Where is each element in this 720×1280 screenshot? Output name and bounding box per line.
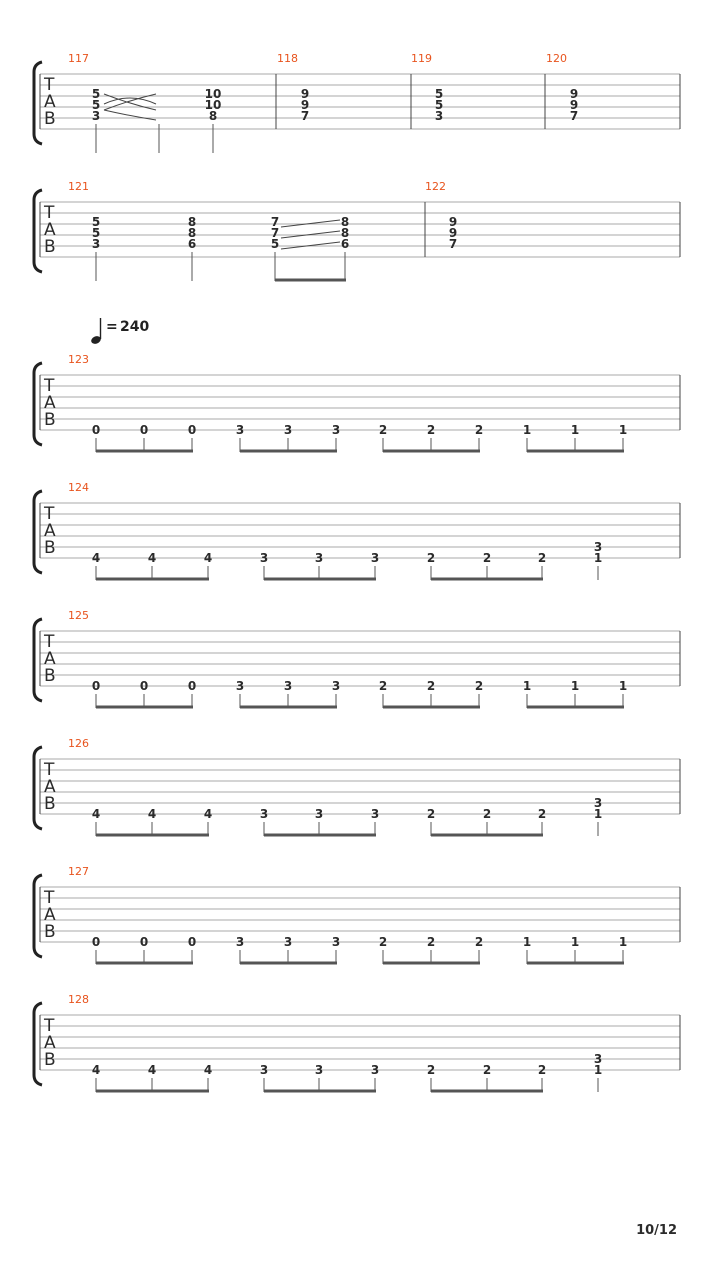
tab-note: 9 <box>569 87 579 101</box>
tab-note: 3 <box>314 807 324 821</box>
measure-number: 126 <box>68 737 89 750</box>
tab-note: 0 <box>139 679 149 693</box>
tab-note: 2 <box>474 679 484 693</box>
tab-note: 9 <box>569 98 579 112</box>
tab-note: 3 <box>370 551 380 565</box>
tab-note: 9 <box>300 98 310 112</box>
tab-note: 2 <box>537 807 547 821</box>
tab-note: 1 <box>522 935 532 949</box>
tab-note: 8 <box>208 109 218 123</box>
tab-letter-a: A <box>44 92 56 112</box>
tab-letter-a: A <box>44 393 56 413</box>
tab-note: 5 <box>91 98 101 112</box>
tab-note: 3 <box>314 551 324 565</box>
tab-note: 1 <box>522 423 532 437</box>
tab-note: 3 <box>370 1063 380 1077</box>
tab-note: 5 <box>91 215 101 229</box>
tab-note: 4 <box>91 807 101 821</box>
measure-number: 118 <box>277 52 298 65</box>
tab-note: 5 <box>434 98 444 112</box>
tab-note: 3 <box>283 423 293 437</box>
tab-note: 3 <box>314 1063 324 1077</box>
tab-note: 1 <box>618 935 628 949</box>
tab-letter-a: A <box>44 1033 56 1053</box>
tempo-value: 240 <box>120 319 150 335</box>
tab-note: 8 <box>340 226 350 240</box>
tab-letter-b: B <box>44 109 56 129</box>
tab-note: 3 <box>283 935 293 949</box>
tab-note: 7 <box>569 109 579 123</box>
tab-note: 7 <box>270 215 280 229</box>
tab-letter-t: T <box>44 1016 55 1036</box>
tab-note: 3 <box>370 807 380 821</box>
measure-number: 122 <box>425 180 446 193</box>
tab-note: 2 <box>482 807 492 821</box>
tab-system-6 <box>34 737 680 836</box>
tab-system-7 <box>34 865 680 964</box>
page-number: 10/12 <box>636 1223 677 1238</box>
tab-note: 2 <box>482 551 492 565</box>
tab-note: 9 <box>448 226 458 240</box>
tab-note: 2 <box>378 679 388 693</box>
tab-note: 7 <box>270 226 280 240</box>
staff-lines <box>40 74 680 129</box>
tab-system-5 <box>34 609 680 708</box>
tab-note: 1 <box>618 679 628 693</box>
tab-note: 1 <box>522 679 532 693</box>
measure-number: 127 <box>68 865 89 878</box>
tab-note: 0 <box>187 935 197 949</box>
tempo-equals: = <box>106 319 118 335</box>
tab-note: 3 <box>593 540 603 554</box>
tab-note: 10 <box>204 98 222 112</box>
tab-note: 1 <box>618 423 628 437</box>
tab-note: 9 <box>300 87 310 101</box>
tab-note: 3 <box>331 679 341 693</box>
measure-number: 128 <box>68 993 89 1006</box>
measure-number: 120 <box>546 52 567 65</box>
measure-number: 125 <box>68 609 89 622</box>
tab-note: 3 <box>434 109 444 123</box>
tab-note: 2 <box>426 1063 436 1077</box>
tab-note: 2 <box>378 423 388 437</box>
tab-note: 4 <box>147 551 157 565</box>
tab-system-8 <box>34 993 680 1092</box>
staff-lines <box>40 1015 680 1070</box>
tab-note: 2 <box>426 551 436 565</box>
tab-note: 6 <box>340 237 350 251</box>
tab-note: 3 <box>259 1063 269 1077</box>
staff-lines <box>40 631 680 686</box>
tab-system-4 <box>34 481 680 580</box>
tab-note: 3 <box>91 109 101 123</box>
tab-letter-a: A <box>44 649 56 669</box>
tab-system-1 <box>34 52 680 153</box>
tab-note: 1 <box>570 423 580 437</box>
tab-note: 4 <box>203 551 213 565</box>
tab-letter-b: B <box>44 666 56 686</box>
tab-letter-t: T <box>44 888 55 908</box>
tab-note: 0 <box>91 423 101 437</box>
tab-note: 1 <box>570 679 580 693</box>
staff-lines <box>40 759 680 814</box>
tab-note: 3 <box>331 935 341 949</box>
tab-letter-b: B <box>44 922 56 942</box>
staff-lines <box>40 887 680 942</box>
tab-letter-b: B <box>44 1050 56 1070</box>
staff-lines <box>40 202 680 257</box>
tempo-marking <box>90 318 149 345</box>
staff-lines <box>40 375 680 430</box>
tab-note: 3 <box>235 423 245 437</box>
tab-letter-t: T <box>44 504 55 524</box>
tab-letter-a: A <box>44 521 56 541</box>
tab-note: 8 <box>340 215 350 229</box>
tab-note: 7 <box>448 237 458 251</box>
tab-note: 1 <box>593 807 603 821</box>
tab-note: 2 <box>426 679 436 693</box>
measure-number: 117 <box>68 52 89 65</box>
measure-number: 119 <box>411 52 432 65</box>
tab-letter-a: A <box>44 777 56 797</box>
tab-letter-b: B <box>44 237 56 257</box>
tab-note: 0 <box>139 935 149 949</box>
tab-note: 1 <box>593 1063 603 1077</box>
tab-note: 9 <box>448 215 458 229</box>
tab-note: 7 <box>300 109 310 123</box>
tab-note: 2 <box>426 423 436 437</box>
tab-note: 2 <box>378 935 388 949</box>
tab-note: 4 <box>203 807 213 821</box>
tab-letter-b: B <box>44 410 56 430</box>
tab-note: 2 <box>474 423 484 437</box>
measure-number: 123 <box>68 353 89 366</box>
tab-note: 1 <box>593 551 603 565</box>
tab-note: 3 <box>331 423 341 437</box>
tab-note: 4 <box>147 807 157 821</box>
tab-letter-t: T <box>44 760 55 780</box>
tab-note: 2 <box>537 551 547 565</box>
tab-note: 2 <box>426 935 436 949</box>
tab-note: 5 <box>91 226 101 240</box>
tab-letter-t: T <box>44 203 55 223</box>
tab-note: 5 <box>91 87 101 101</box>
riff-systems <box>34 353 680 1092</box>
quarter-note-icon <box>90 318 102 345</box>
tab-letter-t: T <box>44 75 55 95</box>
tab-note: 3 <box>593 796 603 810</box>
tab-note: 1 <box>570 935 580 949</box>
tab-note: 4 <box>147 1063 157 1077</box>
tab-system-2 <box>34 180 680 281</box>
tab-note: 4 <box>91 1063 101 1077</box>
tab-note: 5 <box>270 237 280 251</box>
tab-note: 3 <box>259 551 269 565</box>
staff-lines <box>40 503 680 558</box>
tab-note: 2 <box>474 935 484 949</box>
tab-letter-t: T <box>44 376 55 396</box>
tab-note: 0 <box>187 679 197 693</box>
tab-note: 0 <box>91 679 101 693</box>
measure-number: 121 <box>68 180 89 193</box>
tab-note: 3 <box>593 1052 603 1066</box>
tab-note: 3 <box>235 935 245 949</box>
tab-note: 4 <box>91 551 101 565</box>
tab-letter-a: A <box>44 220 56 240</box>
tab-note: 3 <box>235 679 245 693</box>
tab-note: 8 <box>187 215 197 229</box>
tab-note: 5 <box>434 87 444 101</box>
tab-note: 10 <box>204 87 222 101</box>
tab-letter-a: A <box>44 905 56 925</box>
tab-note: 3 <box>259 807 269 821</box>
tab-letter-b: B <box>44 794 56 814</box>
tab-note: 3 <box>91 237 101 251</box>
tab-note: 0 <box>91 935 101 949</box>
tab-letter-b: B <box>44 538 56 558</box>
tab-note: 2 <box>482 1063 492 1077</box>
tab-note: 2 <box>537 1063 547 1077</box>
tab-note: 3 <box>283 679 293 693</box>
tab-system-3 <box>34 353 680 452</box>
tab-note: 8 <box>187 226 197 240</box>
tab-note: 4 <box>203 1063 213 1077</box>
tab-note: 6 <box>187 237 197 251</box>
tab-note: 2 <box>426 807 436 821</box>
measure-number: 124 <box>68 481 89 494</box>
tab-note: 0 <box>139 423 149 437</box>
tab-note: 0 <box>187 423 197 437</box>
tab-letter-t: T <box>44 632 55 652</box>
